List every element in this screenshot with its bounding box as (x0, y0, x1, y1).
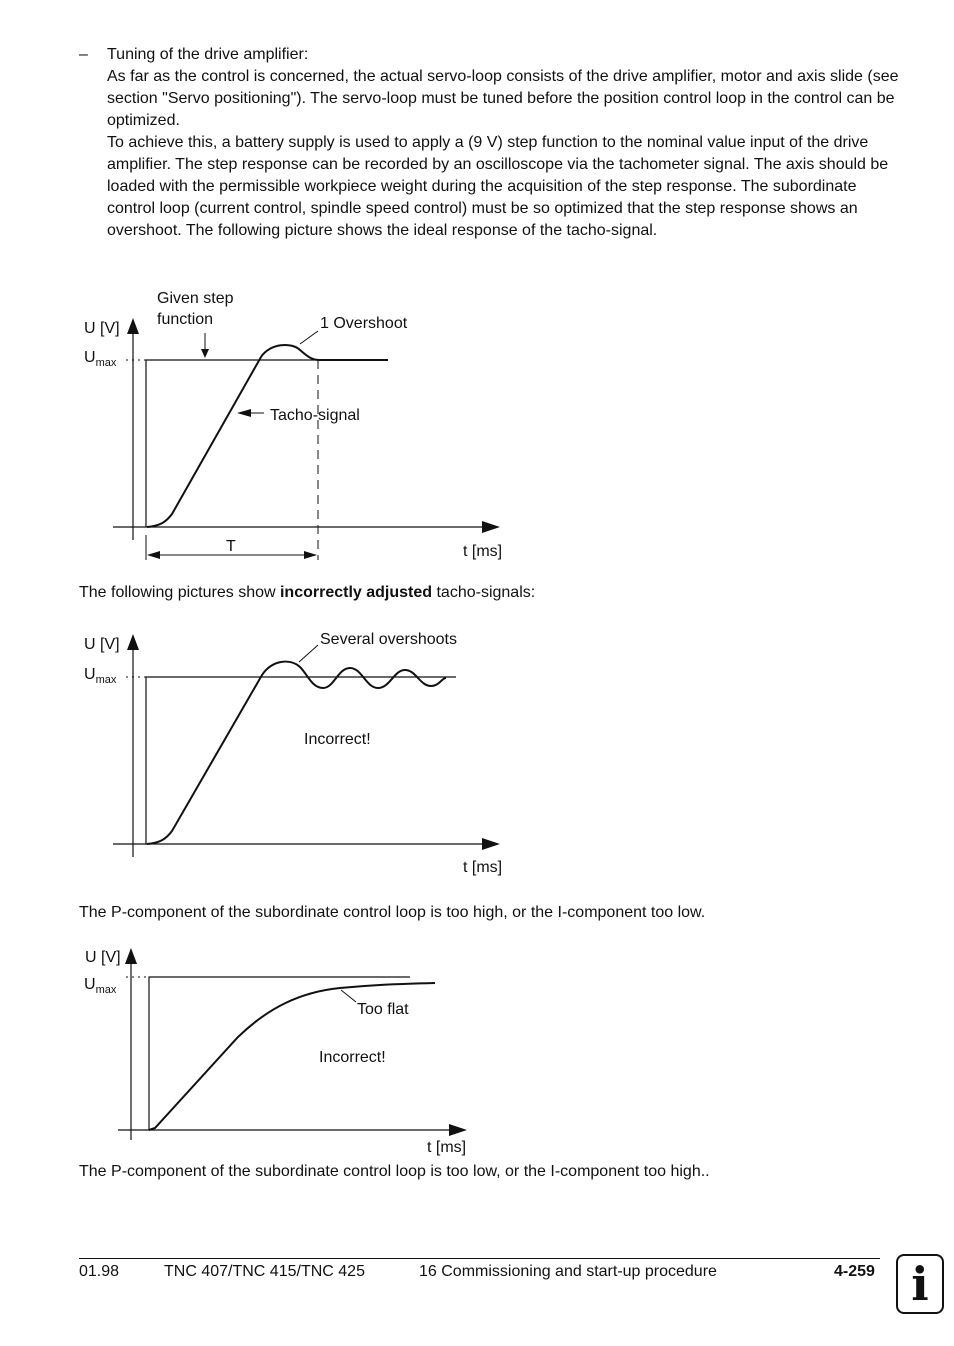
verdict-label: Incorrect! (319, 1049, 386, 1066)
umax-label: $U_{max}$ (84, 349, 117, 369)
given-step-label-1: Given step (157, 290, 234, 307)
footer-chapter: 16 Commissioning and start-up procedure (419, 1263, 717, 1280)
tacho-label: Tacho-signal (270, 407, 360, 424)
footer-rule (79, 1258, 880, 1259)
info-icon (896, 1254, 944, 1314)
verdict-label: Incorrect! (304, 731, 371, 748)
y-axis-label: U [V] (84, 320, 120, 337)
umax-label: $U_{max}$ (84, 666, 117, 686)
x-axis-label: t [ms] (427, 1139, 467, 1156)
given-step-label-2: function (157, 311, 214, 328)
overshoots-label: Several overshoots (320, 631, 457, 648)
umax-label: $U_{max}$ (84, 976, 117, 996)
overshoot-label: 1 Overshoot (320, 315, 408, 332)
footer-page-number: 4-259 (834, 1263, 875, 1280)
caption-too-low: The P-component of the subordinate control loop is too low, or the I-component too high.. (79, 1163, 710, 1180)
intro-heading: Tuning of the drive amplifier: (107, 46, 309, 63)
footer-model: TNC 407/TNC 415/TNC 425 (164, 1263, 365, 1280)
bullet-dash: – (79, 46, 88, 63)
y-axis-label: U [V] (84, 636, 120, 653)
footer-date: 01.98 (79, 1263, 120, 1280)
intro-paragraph-2: To achieve this, a battery supply is used to apply a (9 V) step function to the nominal value input of the drive amplifier. The step response can be recorded by an oscilloscope via the tachometer signal. The axis should be loaded with the permissible workpiece weight during the acquisition of the step response. The subordinate control loop (current control, spindle speed control) must be so optimized that the step response shows an overshoot. The following picture shows the ideal response of the tacho-signal. (107, 134, 889, 239)
flat-pointer (341, 990, 356, 1002)
y-axis-arrow (125, 948, 137, 964)
incorrect-intro: The following pictures show incorrectly adjusted tacho-signals: (79, 584, 536, 601)
x-axis-arrow (449, 1124, 467, 1136)
x-axis-label: t [ms] (463, 859, 503, 876)
period-label: T (226, 538, 236, 555)
caption-too-high: The P-component of the subordinate control loop is too high, or the I-component too low. (79, 904, 706, 921)
info-icon-glyph: i (911, 1257, 929, 1311)
intro-paragraph-1: As far as the control is concerned, the actual servo-loop consists of the drive amplifier, motor and axis slide (see section "Servo positioning"). The servo-loop must be tuned before the position control loop in the control can be optimized. (107, 68, 899, 129)
x-axis-label: t [ms] (463, 543, 503, 560)
flat-label: Too flat (357, 1001, 409, 1018)
y-axis-label: U [V] (85, 949, 121, 966)
